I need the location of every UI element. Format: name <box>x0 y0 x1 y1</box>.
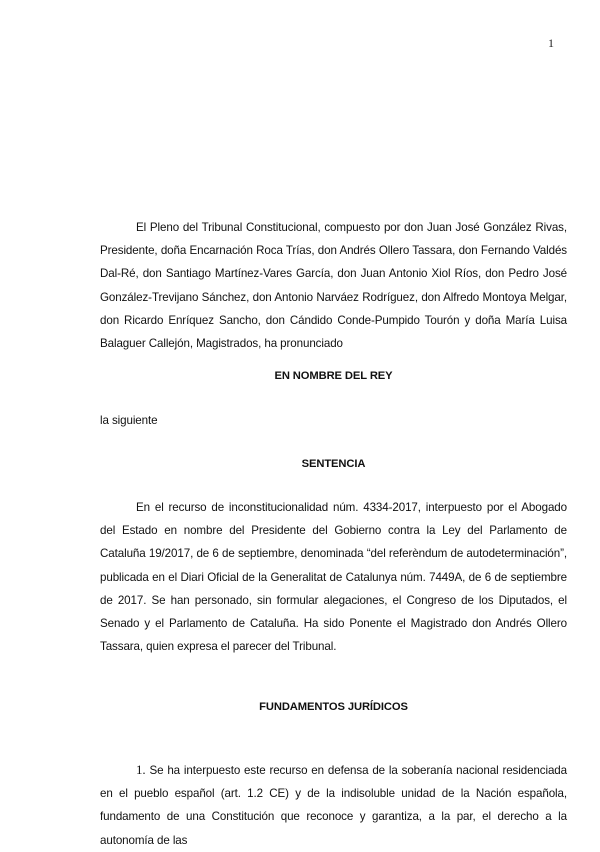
fundamento-1-text: Se ha interpuesto este recurso en defensa de la soberanía nacional residenciada en el pueblo español (art. 1.2 CE) y de la indisoluble unidad de la Nación española, fundamento de una Constitución que reconoce y garantiza, a la par, el derecho a la autonomía de las <box>100 764 567 847</box>
recurso-paragraph: En el recurso de inconstitucionalidad núm. 4334-2017, interpuesto por el Abogado del Estado en nombre del Presidente del Gobierno contra la Ley del Parlamento de Cataluña 19/2017, de 6 de septiembre, denominada “del referèndum de autodeterminación”, publicada en el Diari Oficial de la Generalitat de Catalunya núm. 7449A, de 6 de septiembre de 2017. Se han personado, sin formular alegaciones, el Congreso de los Diputados, el Senado y el Parlamento de Cataluña. Ha sido Ponente el Magistrado don Andrés Ollero Tassara, quien expresa el parecer del Tribunal. <box>100 501 567 654</box>
heading-sentencia: SENTENCIA <box>301 458 366 470</box>
page-number: 1 <box>548 36 554 50</box>
heading-fundamentos-juridicos: FUNDAMENTOS JURÍDICOS <box>259 701 408 713</box>
heading-en-nombre-del-rey: EN NOMBRE DEL REY <box>274 370 393 382</box>
fundamento-1-numeral: 1. <box>136 762 146 777</box>
intro-paragraph: El Pleno del Tribunal Constitucional, compuesto por don Juan José González Rivas, Presidente, doña Encarnación Roca Trías, don Andrés Ollero Tassara, don Fernando Valdés Dal-Ré, don Santiago Martínez-Vares García, don Juan Antonio Xiol Ríos, don Pedro José González-Trevijano Sánchez, don Antonio Narváez Rodríguez, don Alfredo Montoya Melgar, don Ricardo Enríquez Sancho, don Cándido Conde-Pumpido Tourón y doña María Luisa Balaguer Callejón, Magistrados, ha pronunciado <box>100 221 567 351</box>
la-siguiente-text: la siguiente <box>100 414 158 427</box>
fundamento-1-paragraph <box>100 758 567 852</box>
